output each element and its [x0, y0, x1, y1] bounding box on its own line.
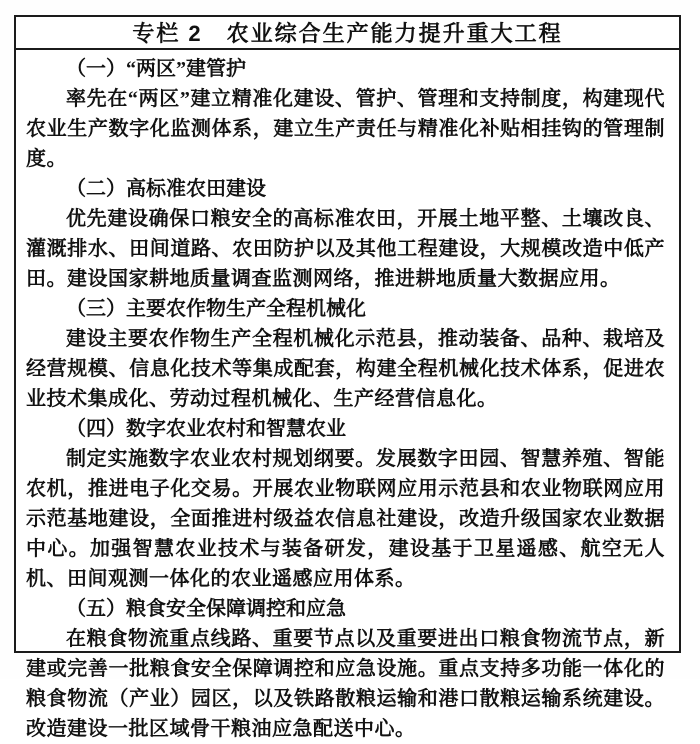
- section-4: [26, 414, 665, 594]
- column-title: 专栏 2 农业综合生产能力提升重大工程: [16, 17, 679, 50]
- column-box: [14, 15, 681, 740]
- section-paragraph: 制定实施数字农业农村规划纲要。发展数字田园、智慧养殖、智能农机，推进电子化交易。开展农业物联网应用示范县和农业物联网应用示范基地建设，全面推进村级益农信息社建设，改造升级国家农业数据中心。加强智慧农业技术与装备研发，建设基于卫星遥感、航空无人机、田间观测一体化的农业遥感应用体系。: [26, 448, 665, 590]
- section-2: [26, 174, 665, 294]
- section-heading: （一）“两区”建管护: [66, 58, 246, 80]
- section-paragraph: 率先在“两区”建立精准化建设、管护、管理和支持制度，构建现代农业生产数字化监测体系，建立生产责任与精准化补贴相挂钩的管理制度。: [26, 88, 665, 170]
- section-heading: （四）数字农业农村和智慧农业: [66, 418, 346, 440]
- column-body: [16, 50, 679, 744]
- section-paragraph: 在粮食物流重点线路、重要节点以及重要进出口粮食物流节点，新建或完善一批粮食安全保障调控和应急设施。重点支持多功能一体化的粮食物流（产业）园区，以及铁路散粮运输和港口散粮运输系统建设。改造建设一批区域骨干粮油应急配送中心。: [26, 628, 665, 740]
- section-1: [26, 54, 665, 174]
- section-heading: （五）粮食安全保障调控和应急: [66, 598, 346, 620]
- section-heading: （三）主要农作物生产全程机械化: [66, 298, 366, 320]
- section-paragraph: 建设主要农作物生产全程机械化示范县，推动装备、品种、栽培及经营规模、信息化技术等集成配套，构建全程机械化技术体系，促进农业技术集成化、劳动过程机械化、生产经营信息化。: [26, 328, 665, 410]
- section-5: [26, 594, 665, 744]
- section-heading: （二）高标准农田建设: [66, 178, 266, 200]
- section-paragraph: 优先建设确保口粮安全的高标准农田，开展土地平整、土壤改良、灌溉排水、田间道路、农田防护以及其他工程建设，大规模改造中低产田。建设国家耕地质量调查监测网络，推进耕地质量大数据应用。: [26, 208, 665, 290]
- section-3: [26, 294, 665, 414]
